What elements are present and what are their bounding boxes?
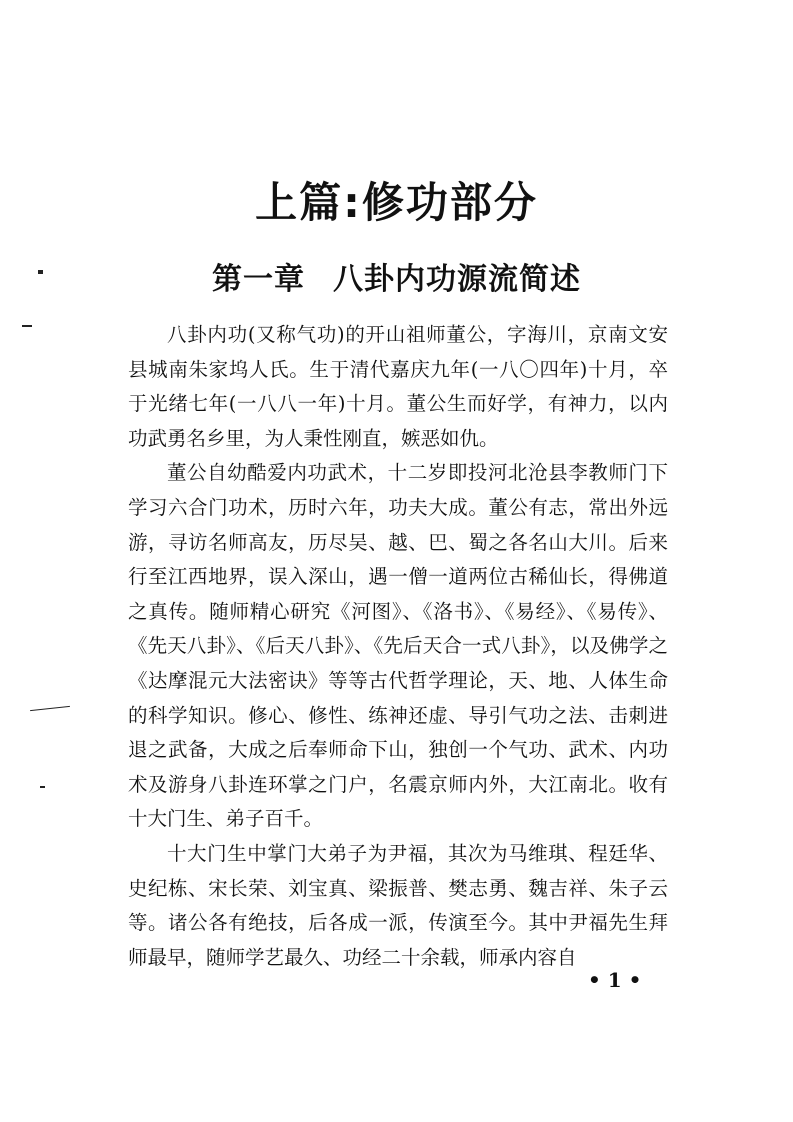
- paragraph: 十大门生中掌门大弟子为尹福，其次为马维琪、程廷华、史纪栋、宋长荣、刘宝真、梁振普、樊志勇、魏吉祥、朱子云等。诸公各有绝技，后各成一派，传演至今。其中尹福先生拜师最早，随师学艺最久、功经二十余载，师承内容自: [128, 841, 668, 969]
- scan-speck: [38, 270, 43, 274]
- scan-speck: [30, 706, 70, 711]
- chapter-title: 八卦内功源流简述: [333, 262, 581, 297]
- body-text: [128, 318, 668, 975]
- paragraph: 八卦内功(又称气功)的开山祖师董公，字海川，京南文安县城南朱家坞人氏。生于清代嘉庆九年(一八〇四年)十月，卒于光绪七年(一八八一年)十月。董公生而好学，有神力，以内功武勇名乡里，为人秉性刚直，嫉恶如仇。: [128, 323, 668, 450]
- chapter-heading: [0, 254, 793, 298]
- paragraph: 董公自幼酷爱内功武术，十二岁即投河北沧县李教师门下学习六合门功术，历时六年，功夫大成。董公有志，常出外远游，寻访名师高友，历尽吴、越、巴、蜀之各名山大川。后来行至江西地界，误入深山，遇一僧一道两位古稀仙长，得佛道之真传。随师精心研究《河图》、《洛书》、《易经》、《易传》、《先天八卦》、《后天八卦》、《先后天合一式八卦》，以及佛学之《达摩混元大法密诀》等等古代哲学理论，天、地、人体生命的科学知识。修心、修性、练神还虚、导引气功之法、击刺进退之武备，大成之后奉师命下山，独创一个气功、武术、内功术及游身八卦连环掌之门户，名震京师内外，大江南北。收有十大门生、弟子百千。: [128, 461, 668, 831]
- scan-speck: [40, 786, 45, 788]
- chapter-number: 第一章: [212, 262, 305, 297]
- page-number: • 1 •: [588, 968, 642, 992]
- part-title: 上篇:修功部分: [255, 178, 538, 227]
- scan-speck: [22, 325, 32, 327]
